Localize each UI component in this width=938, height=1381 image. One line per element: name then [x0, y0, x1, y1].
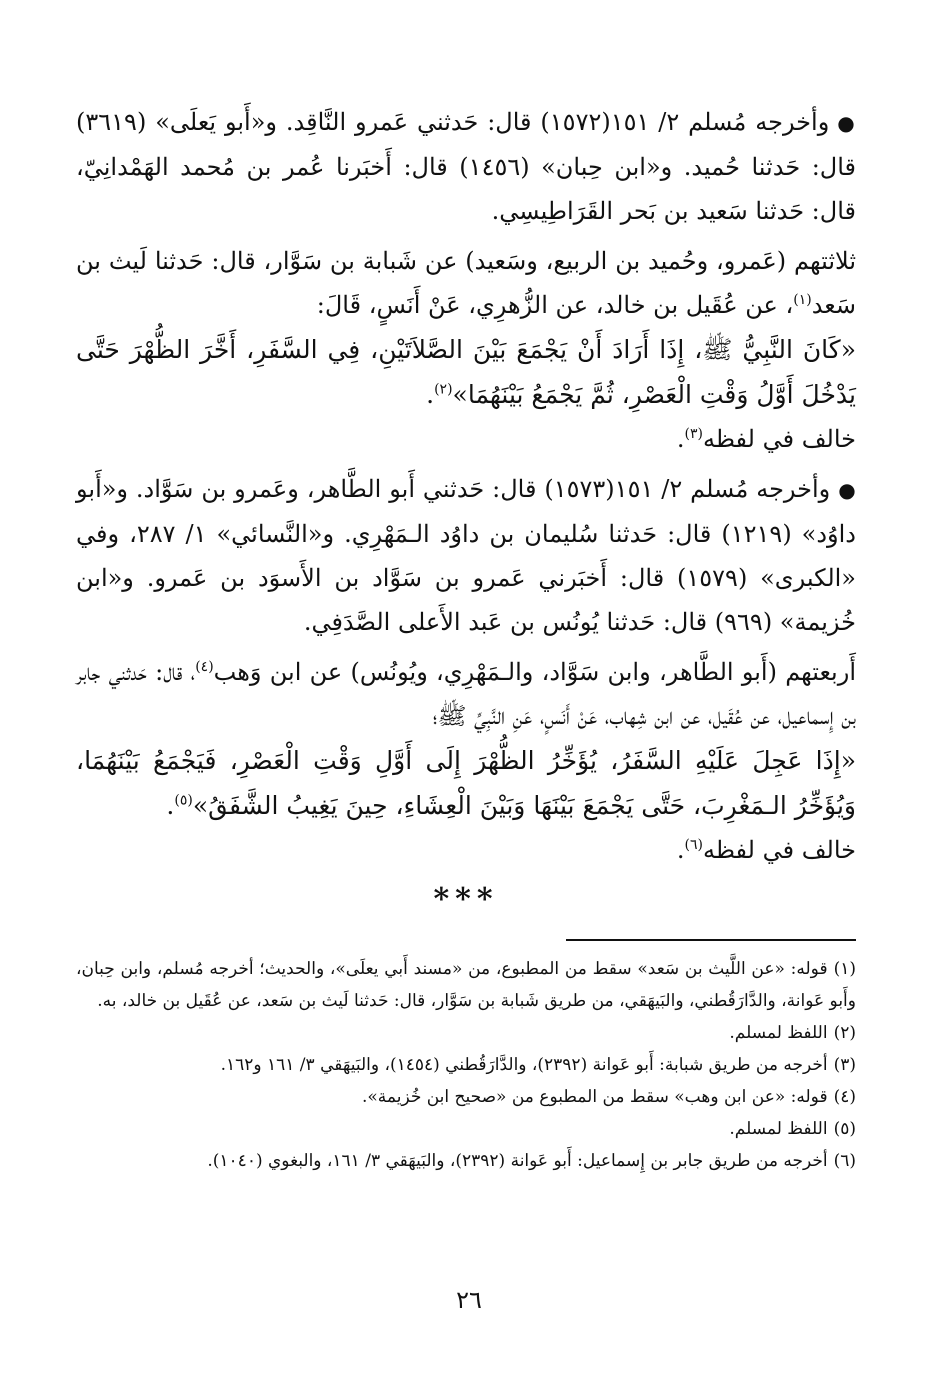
hadith-1-text: «كَانَ النَّبِيُّ ﷺ، إِذَا أَرَادَ أَنْ يَجْمَعَ بَيْنَ الصَّلاَتَيْنِ، فِي السَّفَرِ، أَخَّرَ الظُّهْرَ حَتَّى يَدْخُلَ أَوَّلُ وَقْتِ الْعَصْرِ، ثُمَّ يَجْمَعُ بَيْنَهُمَا»: [76, 335, 856, 409]
footnote-3: [76, 1049, 856, 1081]
page-content: [76, 100, 856, 1177]
footnote-number: (٤): [833, 1087, 856, 1107]
khalaf-2-text: خالف في لفظه: [702, 836, 856, 864]
paragraph-2-continued: ، عن عُقَيل بن خالد، عن الزُّهرِي، عَنْ أَنَسٍ، قَالَ:: [316, 291, 794, 319]
paragraph-4-continued: ، قال: حَدثني جابر بن إِسماعيل، عن عُقَيل، عن ابن شِهاب، عَنْ أَنَسٍ، عَنِ النَّبِيِّ ﷺ؛: [76, 658, 856, 730]
footnote-ref-5[interactable]: (٥): [174, 792, 193, 809]
main-text: [76, 100, 856, 872]
footnote-1: [76, 953, 856, 1017]
footnote-ref-2[interactable]: (٢): [434, 381, 453, 398]
footnote-text: قوله: «عن ابن وهب» سقط من المطبوع من «صحيح ابن خُزيمة».: [361, 1087, 828, 1107]
footnote-number: (٥): [833, 1119, 856, 1139]
khalaf-1-text: خالف في لفظه: [702, 425, 856, 453]
footnote-4: [76, 1081, 856, 1113]
footnote-ref-3[interactable]: (٣): [684, 426, 703, 442]
bullet-icon: ●: [837, 111, 856, 135]
paragraph-1-text: وأخرجه مُسلم ٢/ ١٥١(١٥٧٢) قال: حَدثني عَمرو النَّاقِد. و«أَبو يَعلَى» (٣٦١٩) قال: حَدثنا حُميد. و«ابن حِبان» (١٤٥٦) قال: أَخبَرنا عُمر بن مُحمد الهَمْدانِيّ، قال: حَدثنا سَعيد بن بَحر القَرَاطِيسِي.: [76, 108, 856, 225]
footnote-6: [76, 1145, 856, 1177]
paragraph-2-text: ثلاثتهم (عَمرو، وحُميد بن الربيع، وسَعيد) عن شَبابة بن سَوَّار، قال: حَدثنا لَيث بن سَعد: [76, 247, 856, 319]
paragraph-3-text: وأخرجه مُسلم ٢/ ١٥١(١٥٧٣) قال: حَدثني أَبو الطَّاهر، وعَمرو بن سَوَّاد. و«أَبو داوُد» (١٢١٩) قال: حَدثنا سُليمان بن داوُد الـمَهْرِي. و«النَّسائي» ١/ ٢٨٧، وفي «الكبرى» (١٥٧٩) قال: أَخبَرني عَمرو بن سَوَّاد بن الأَسوَد بن عَمرو. و«ابن خُزيمة» (٩٦٩) قال: حَدثنا يُونُس بن عَبد الأَعلى الصَّدَفِي.: [76, 475, 856, 636]
footnote-text: اللفظ لمسلم.: [729, 1119, 828, 1139]
footnote-text: أخرجه من طريق شبابة: أَبو عَوانة (٢٣٩٢)، والدَّارَقُطني (١٤٥٤)، والبَيهَقي ٣/ ١٦١ و١٦٢.: [220, 1055, 828, 1075]
paragraph-2: [76, 239, 856, 327]
footnote-ref-6[interactable]: (٦): [684, 837, 703, 853]
footnote-number: (٦): [833, 1151, 856, 1171]
khalaf-2: خالف في لفظه$^{(٦)}$.: [676, 836, 856, 864]
section-separator: ***: [433, 882, 499, 917]
footnotes: [76, 953, 856, 1177]
bullet-icon: ●: [838, 478, 857, 502]
hadith-1: «كَانَ النَّبِيُّ ﷺ، إِذَا أَرَادَ أَنْ يَجْمَعَ بَيْنَ الصَّلاَتَيْنِ، فِي السَّفَرِ، أَخَّرَ الظُّهْرَ حَتَّى يَدْخُلَ أَوَّلُ وَقْتِ الْعَصْرِ، ثُمَّ يَجْمَعُ بَيْنَهُمَا»$^{(٢)}$.: [76, 335, 856, 409]
hadith-2-text: «إِذَا عَجِلَ عَلَيْهِ السَّفَرُ، يُؤَخِّرُ الظُّهْرَ إِلَى أَوَّلِ وَقْتِ الْعَصْرِ، فَيَجْمَعُ بَيْنَهُمَا، وَيُؤَخِّرُ الـمَغْرِبَ، حَتَّى يَجْمَعَ بَيْنَهَا وَبَيْنَ الْعِشَاءِ، حِينَ يَغِيبُ الشَّفَقُ»: [76, 746, 856, 820]
footnote-divider: [566, 939, 856, 941]
page-number: ٢٦: [456, 1286, 482, 1314]
footnote-number: (٢): [833, 1023, 856, 1043]
footnote-5: [76, 1113, 856, 1145]
paragraph-3: [76, 467, 856, 644]
paragraph-4-text: أَربعتهم (أَبو الطَّاهر، وابن سَوَّاد، والـمَهْرِي، ويُونُس) عن ابن وَهب: [213, 658, 856, 686]
paragraph-1: [76, 100, 856, 233]
paragraph-4: [76, 650, 856, 738]
khalaf-1: خالف في لفظه$^{(٣)}$.: [676, 425, 856, 453]
footnote-text: أخرجه من طريق جابر بن إِسماعيل: أَبو عَوانة (٢٣٩٢)، والبَيهَقي ٣/ ١٦١، والبغوي (١٠٤٠).: [207, 1151, 828, 1171]
footnote-ref-4[interactable]: (٤): [195, 659, 214, 675]
footnote-ref-1[interactable]: (١): [793, 292, 812, 308]
footnote-number: (١): [833, 959, 856, 979]
hadith-2: «إِذَا عَجِلَ عَلَيْهِ السَّفَرُ، يُؤَخِّرُ الظُّهْرَ إِلَى أَوَّلِ وَقْتِ الْعَصْرِ، فَيَجْمَعُ بَيْنَهُمَا، وَيُؤَخِّرُ الـمَغْرِبَ، حَتَّى يَجْمَعَ بَيْنَهَا وَبَيْنَ الْعِشَاءِ، حِينَ يَغِيبُ الشَّفَقُ»$^{(٥)}$.: [76, 746, 856, 820]
footnote-text: اللفظ لمسلم.: [729, 1023, 828, 1043]
footnote-2: [76, 1017, 856, 1049]
footnote-number: (٣): [833, 1055, 856, 1075]
footnote-text: قوله: «عن اللَّيث بن سَعد» سقط من المطبوع، من «مسند أَبي يعلَى»، والحديث؛ أخرجه مُسلم، وابن حِبان، وأَبو عَوانة، والدَّارَقُطني، والبَيهَقي، من طريق شَبابة بن سَوَّار، قال: حَدثنا لَيث بن سَعد، عن عُقَيل بن خالد، به.: [76, 959, 856, 1011]
